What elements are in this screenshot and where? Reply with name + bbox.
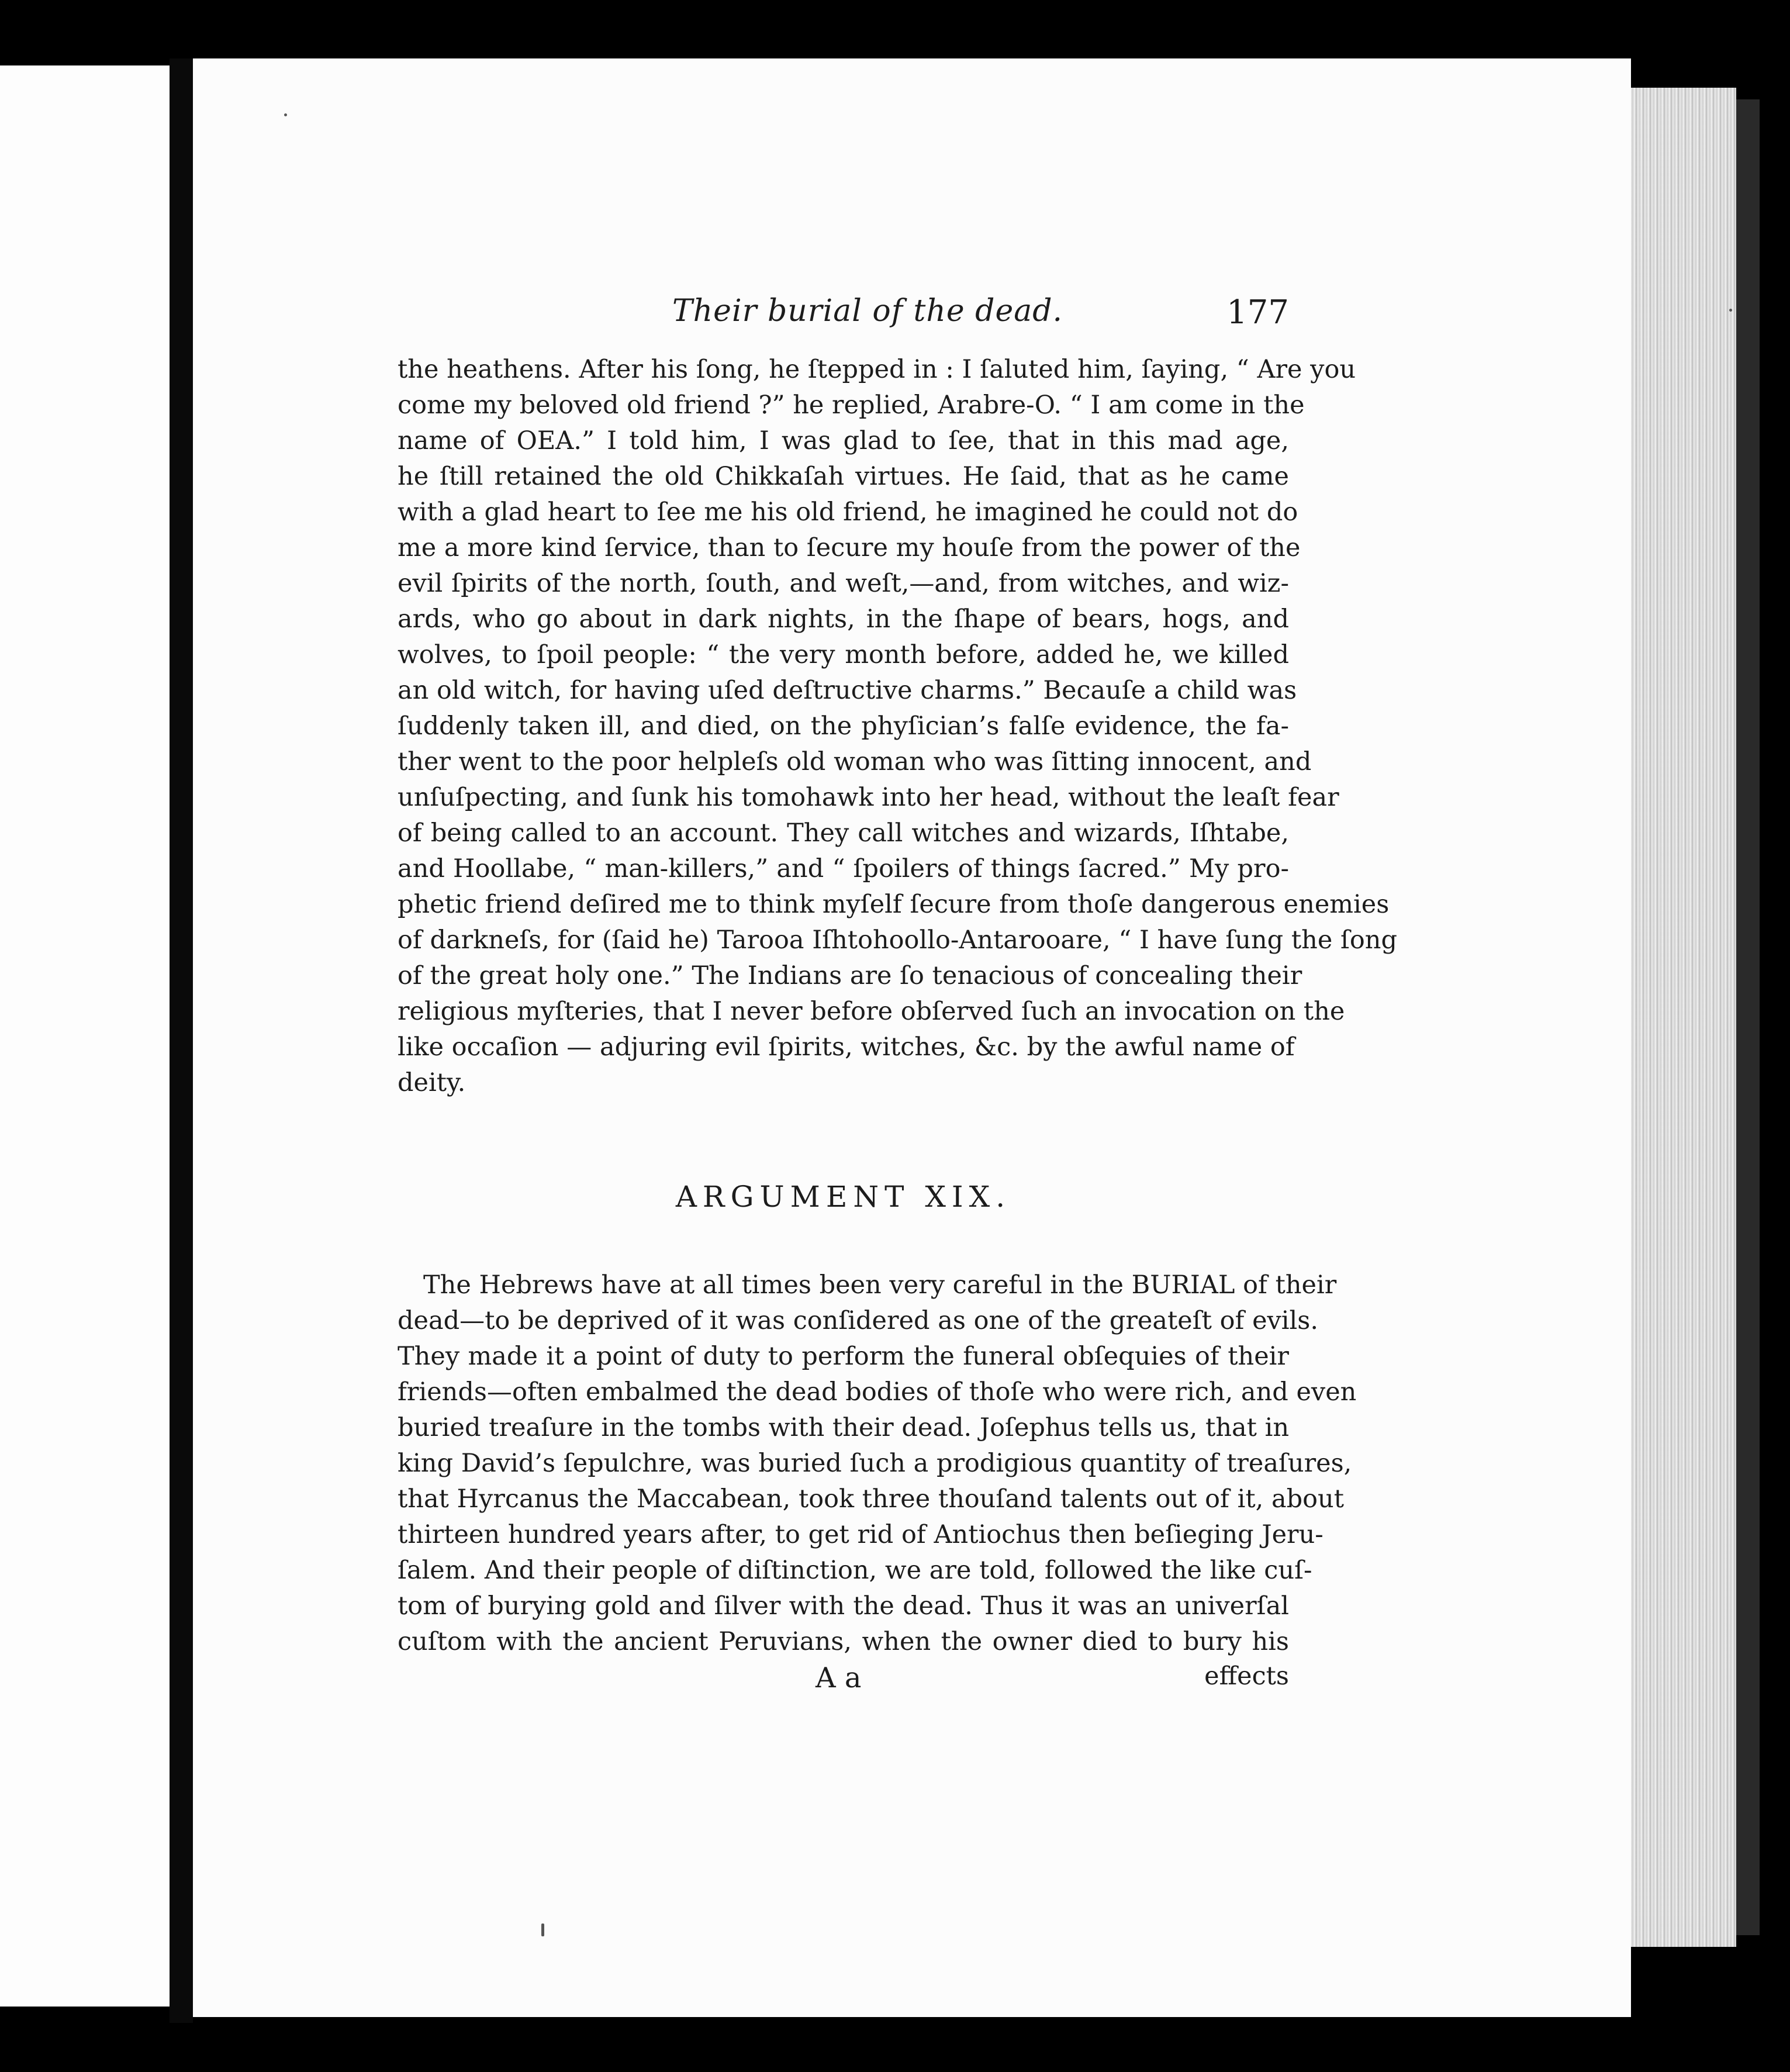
text-line: ſuddenly taken ill, and died, on the phyſician’s falſe evidence, the fa- bbox=[398, 712, 1289, 741]
text-line: me a more kind ſervice, than to ſecure my houſe from the power of the bbox=[398, 533, 1301, 562]
text-line: ſalem. And their people of diſtinction, we are told, followed the like cuſ- bbox=[398, 1556, 1312, 1585]
text-line: king David’s ſepulchre, was buried ſuch a prodigious quantity of treaſures, bbox=[398, 1449, 1352, 1478]
text-line: of darkneſs, for (ſaid he) Tarooa Iſhtohoollo-Antarooare, “ I have ſung the ſong bbox=[398, 926, 1397, 955]
text-line: The Hebrews have at all times been very careful in the BURIAL of their bbox=[423, 1270, 1337, 1300]
running-title: Their burial of the dead. bbox=[672, 293, 1063, 329]
running-header bbox=[398, 293, 1289, 340]
text-line: dead—to be deprived of it was conſidered as one of the greateſt of evils. bbox=[398, 1306, 1319, 1335]
text-line: like occaſion — adjuring evil ſpirits, witches, &c. by the awful name of bbox=[398, 1032, 1295, 1062]
text-line: of the great holy one.” The Indians are ſo tenacious of concealing their bbox=[398, 961, 1302, 990]
text-line: come my beloved old friend ?” he replied, Arabre-O. “ I am come in the bbox=[398, 391, 1305, 420]
paragraph bbox=[398, 352, 1397, 1101]
text-line: he ſtill retained the old Chikkaſah virtues. He ſaid, that as he came bbox=[398, 462, 1289, 491]
page-block-edge bbox=[1631, 88, 1736, 1947]
text-line: that Hyrcanus the Maccabean, took three thouſand talents out of it, about bbox=[398, 1484, 1345, 1514]
facing-page-edge bbox=[0, 65, 170, 2007]
text-line: thirteen hundred years after, to get rid of Antiochus then beſieging Jeru- bbox=[398, 1520, 1324, 1549]
text-line: an old witch, for having uſed deſtructive charms.” Becauſe a child was bbox=[398, 676, 1297, 705]
text-line: ards, who go about in dark nights, in the ſhape of bears, hogs, and bbox=[398, 605, 1289, 634]
page-footer bbox=[398, 1662, 1289, 1703]
ink-speck bbox=[284, 113, 287, 116]
text-line: with a glad heart to ſee me his old friend, he imagined he could not do bbox=[398, 498, 1298, 527]
text-line: wolves, to ſpoil people: “ the very month before, added he, we killed bbox=[398, 640, 1289, 669]
text-line: deity. bbox=[398, 1068, 466, 1097]
ink-speck bbox=[1729, 309, 1732, 312]
text-line: evil ſpirits of the north, ſouth, and weſt,—and, from witches, and wiz- bbox=[398, 569, 1289, 598]
text-line: friends—often embalmed the dead bodies of thoſe who were rich, and even bbox=[398, 1377, 1357, 1407]
text-line: phetic friend deſired me to think myſelf ſecure from thoſe dangerous enemies bbox=[398, 890, 1390, 919]
text-line: cuſtom with the ancient Peruvians, when the owner died to bury his bbox=[398, 1627, 1289, 1656]
text-line: ther went to the poor helpleſs old woman who was ſitting innocent, and bbox=[398, 747, 1312, 776]
text-line: religious myſteries, that I never before obſerved ſuch an invocation on the bbox=[398, 997, 1345, 1026]
text-line: buried treaſure in the tombs with their dead. Joſephus tells us, that in bbox=[398, 1413, 1290, 1442]
text-line: They made it a point of duty to perform the funeral obſequies of their bbox=[398, 1342, 1289, 1371]
text-line: of being called to an account. They call witches and wizards, Iſhtabe, bbox=[398, 819, 1289, 848]
text-line: the heathens. After his ſong, he ſtepped in : I ſaluted him, ſaying, “ Are you bbox=[398, 355, 1356, 384]
section-heading: ARGUMENT XIX. bbox=[675, 1180, 1011, 1214]
catchword: effects bbox=[1204, 1662, 1289, 1691]
text-line: tom of burying gold and ſilver with the dead. Thus it was an univerſal bbox=[398, 1591, 1289, 1621]
text-line: unſuſpecting, and ſunk his tomohawk into her head, without the leaſt fear bbox=[398, 783, 1339, 812]
ink-speck bbox=[541, 1923, 544, 1936]
text-line: name of OEA.” I told him, I was glad to ſee, that in this mad age, bbox=[398, 426, 1289, 455]
book-cover-edge bbox=[1736, 99, 1760, 1935]
signature-mark: A a bbox=[815, 1662, 862, 1694]
page-number: 177 bbox=[1226, 293, 1289, 331]
paragraph bbox=[398, 1268, 1357, 1660]
text-line: and Hoollabe, “ man-killers,” and “ ſpoilers of things ſacred.” My pro- bbox=[398, 854, 1289, 883]
book-gutter bbox=[170, 58, 193, 2023]
